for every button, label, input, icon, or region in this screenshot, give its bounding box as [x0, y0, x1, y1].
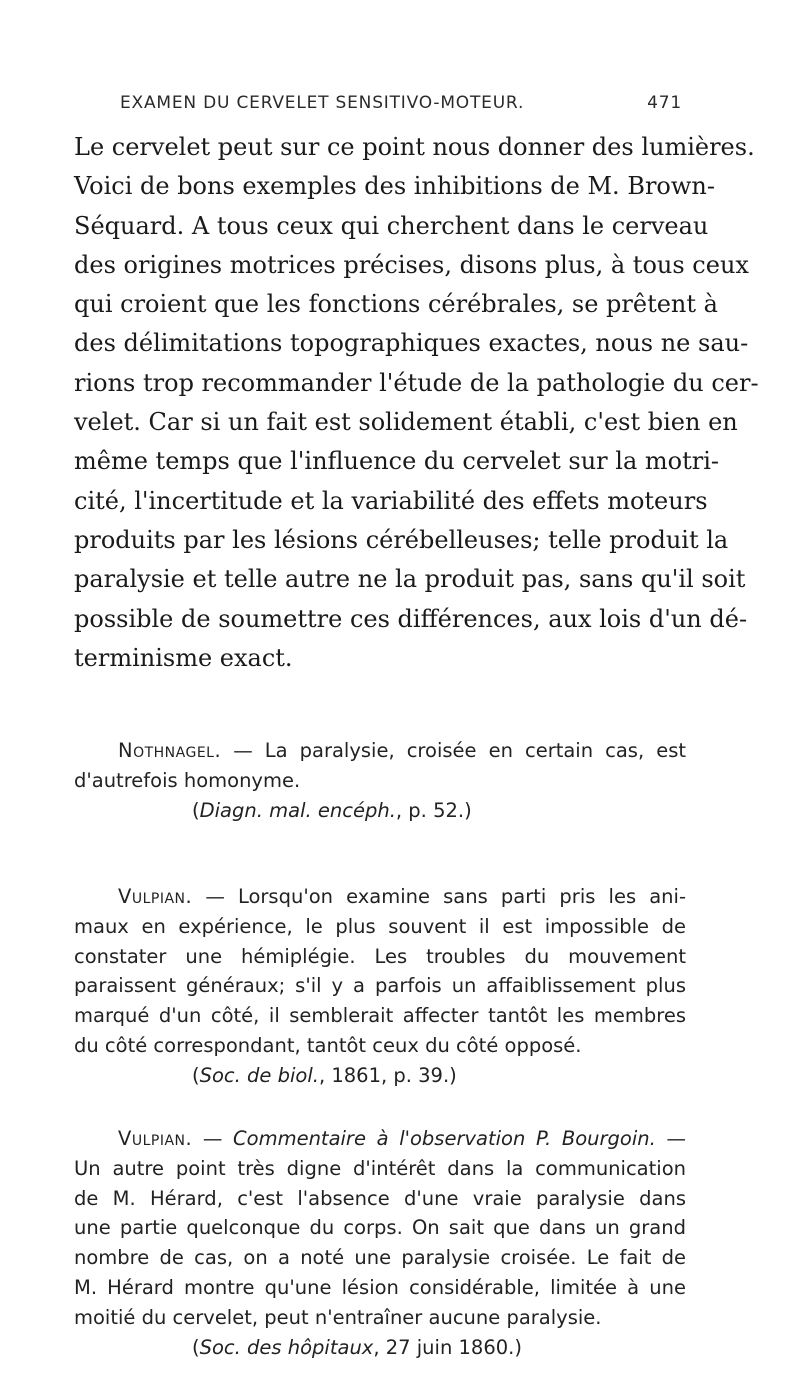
text-line: des origines motrices précises, disons plus, à tous ceux — [74, 250, 749, 279]
ref-title: Diagn. mal. encéph. — [199, 798, 396, 822]
running-header — [120, 93, 682, 117]
note-first-line — [74, 736, 686, 766]
note-text: constater une hémiplégie. Les troubles du mouvement — [74, 944, 686, 968]
note-text: M. Hérard montre qu'une lésion considérable, limitée à une — [74, 1275, 686, 1299]
text-line: Voici de bons exemples des inhibitions de M. Brown- — [74, 172, 715, 201]
note-vulpian-1 — [74, 882, 686, 1091]
note-text: — La paralysie, croisée en certain cas, est — [221, 739, 686, 762]
text-line: rions trop recommander l'étude de la pathologie du cer- — [74, 368, 759, 397]
note-text: paraissent généraux; s'il y a parfois un affaiblissement plus — [74, 974, 686, 998]
note-author: Vulpian. — [118, 1127, 193, 1150]
ref-details: , p. 52.) — [395, 798, 472, 822]
note-reference — [74, 796, 686, 826]
note-text: moitié du cervelet, peut n'entraîner aucune paralysie. — [74, 1305, 602, 1329]
text-line: cité, l'incertitude et la variabilité des effets moteurs — [74, 486, 708, 515]
note-text: une partie quelconque du corps. On sait que dans un grand — [74, 1216, 686, 1240]
text-line: possible de soumettre ces différences, aux lois d'un dé- — [74, 604, 748, 633]
text-line: paralysie et telle autre ne la produit pas, sans qu'il soit — [74, 565, 746, 594]
note-heading-title: Commentaire à l'observation P. Bourgoin. — [233, 1127, 656, 1150]
note-author: Nothnagel. — [118, 739, 222, 762]
text-line: des délimitations topographiques exactes, nous ne sau- — [74, 329, 749, 358]
note-nothnagel — [74, 736, 686, 825]
note-author: Vulpian. — [118, 885, 193, 908]
ref-title: Soc. des hôpitaux — [199, 1335, 374, 1359]
ref-open-paren: ( — [192, 1335, 200, 1359]
ref-details: , 27 juin 1860.) — [373, 1335, 522, 1359]
note-text: Un autre point très digne d'intérêt dans la communication — [74, 1156, 686, 1180]
ref-open-paren: ( — [192, 798, 200, 822]
note-text: d'autrefois homonyme. — [74, 768, 301, 792]
note-text: du côté correspondant, tantôt ceux du côté opposé. — [74, 1033, 582, 1057]
note-heading-tail: — — [655, 1127, 686, 1150]
ref-title: Soc. de biol. — [199, 1063, 319, 1087]
text-line: même temps que l'influence du cervelet sur la motri- — [74, 447, 719, 476]
ref-open-paren: ( — [192, 1063, 200, 1087]
running-title: EXAMEN DU CERVELET SENSITIVO-MOTEUR. — [120, 93, 525, 113]
text-line: produits par les lésions cérébelleuses; telle produit la — [74, 525, 729, 554]
page-number: 471 — [647, 93, 682, 113]
text-line: terminisme exact. — [74, 643, 293, 672]
note-vulpian-2 — [74, 1124, 686, 1362]
text-line: velet. Car si un fait est solidement établi, c'est bien en — [74, 408, 738, 437]
ref-details: , 1861, p. 39.) — [318, 1063, 457, 1087]
text-line: qui croient que les fonctions cérébrales, se prêtent à — [74, 290, 718, 319]
note-text: nombre de cas, on a noté une paralysie croisée. Le fait de — [74, 1246, 686, 1270]
note-first-line — [74, 1124, 686, 1154]
text-line: Le cervelet peut sur ce point nous donner des lumières. — [74, 133, 755, 161]
note-reference — [74, 1333, 686, 1363]
note-reference — [74, 1061, 686, 1091]
note-text: marqué d'un côté, il semblerait affecter tantôt les membres — [74, 1004, 686, 1028]
note-first-line — [74, 882, 686, 912]
note-text: — Lorsqu'on examine sans parti pris les ani- — [192, 885, 686, 908]
note-heading-sep: — — [192, 1127, 234, 1150]
note-text: de M. Hérard, c'est l'absence d'une vraie paralysie dans — [74, 1186, 686, 1210]
text-line: Séquard. A tous ceux qui cherchent dans le cerveau — [74, 211, 709, 240]
main-paragraph — [74, 128, 759, 678]
note-text: maux en expérience, le plus souvent il est impossible de — [74, 914, 686, 938]
